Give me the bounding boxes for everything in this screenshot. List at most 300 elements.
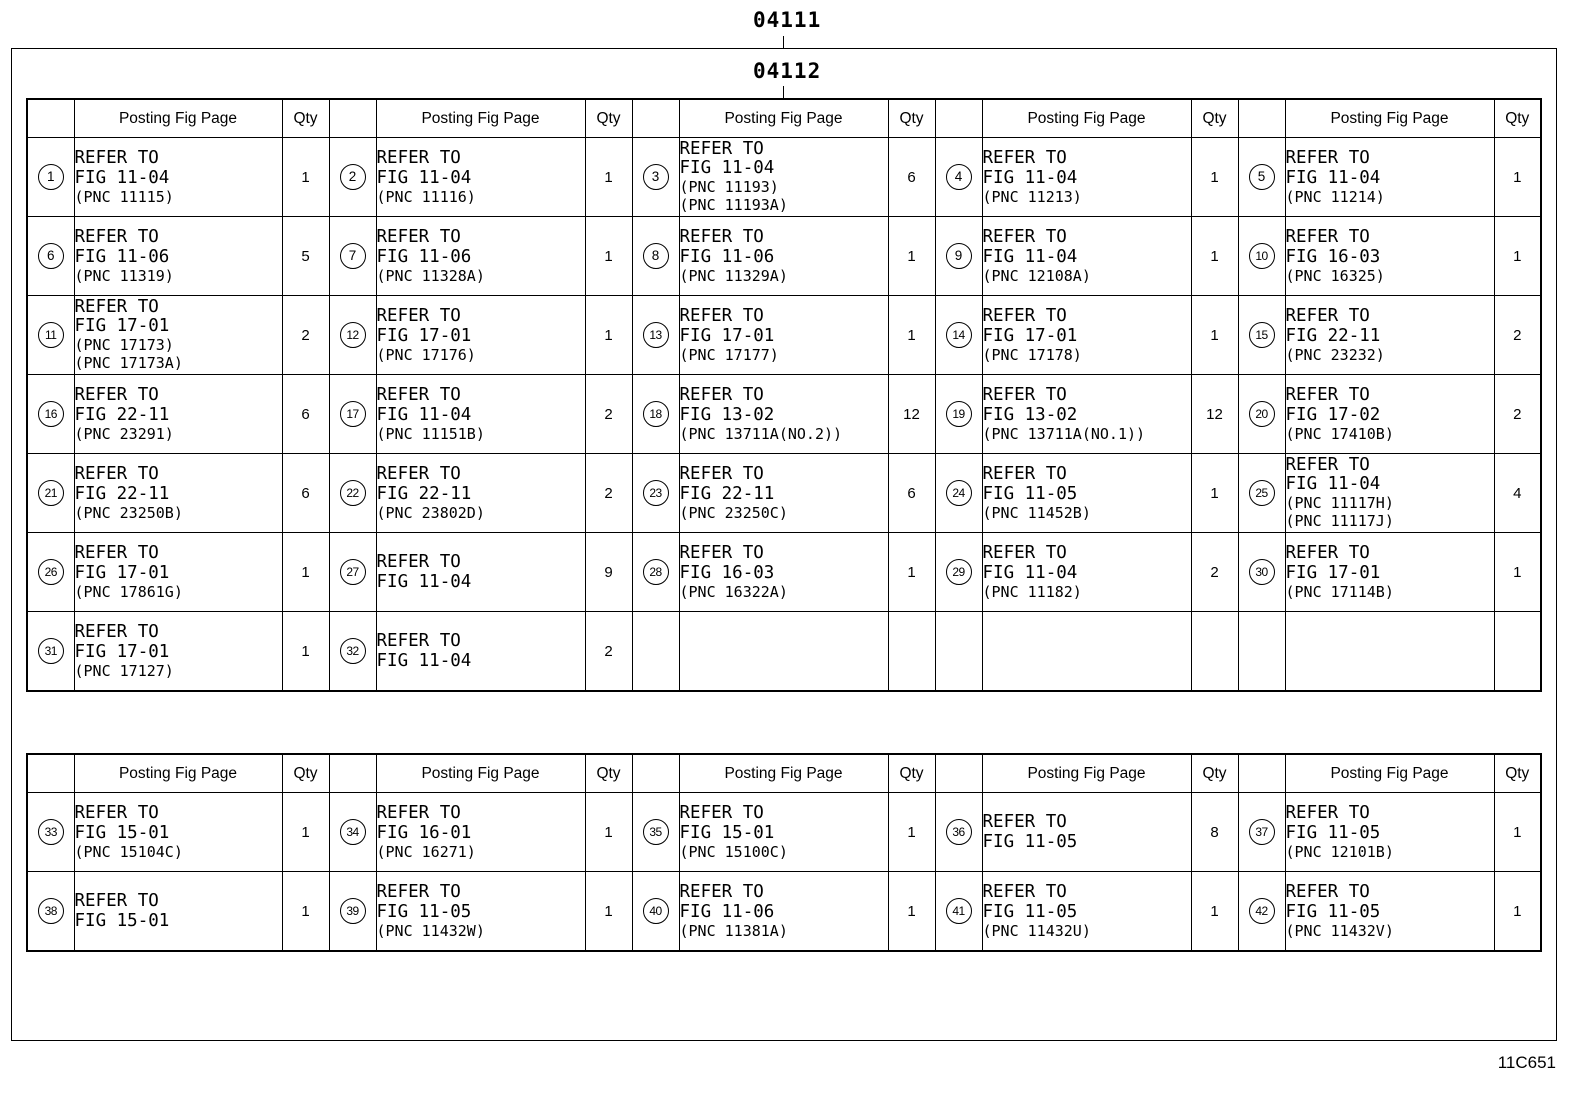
reference-cell (982, 793, 1191, 872)
callout-number-cell (1238, 454, 1285, 533)
callout-number: 17 (340, 401, 366, 427)
refer-to-text: REFER TO (982, 542, 1067, 563)
fig-reference: FIG 17-02 (1285, 404, 1381, 425)
header-number-blank (935, 99, 982, 138)
qty-cell (888, 375, 935, 454)
pnc-number: (PNC 11193A) (679, 196, 788, 214)
refer-to-text: REFER TO (376, 631, 461, 651)
refer-to-text: REFER TO (679, 463, 764, 484)
table-row (27, 454, 1541, 533)
callout-number: 8 (643, 243, 669, 269)
reference-cell (376, 296, 585, 375)
qty-cell (888, 793, 935, 872)
table-row (27, 138, 1541, 217)
qty-value: 6 (907, 484, 916, 502)
header-qty: Qty (282, 99, 329, 138)
qty-value: 2 (604, 642, 613, 660)
qty-value: 9 (604, 563, 613, 581)
fig-reference: FIG 17-01 (74, 641, 170, 662)
callout-number-cell (935, 872, 982, 952)
refer-to-text: REFER TO (982, 305, 1067, 326)
reference-cell (376, 375, 585, 454)
refer-to-text: REFER TO (74, 802, 159, 823)
reference-cell (74, 612, 282, 692)
callout-number: 23 (643, 480, 669, 506)
refer-to-text: REFER TO (74, 463, 159, 484)
callout-number-cell (1238, 872, 1285, 952)
fig-reference: FIG 11-04 (1285, 474, 1381, 494)
qty-value: 1 (907, 247, 916, 265)
qty-cell (888, 612, 935, 692)
callout-number: 39 (340, 898, 366, 924)
header-posting-fig-page: Posting Fig Page (679, 99, 888, 138)
reference-cell (1285, 296, 1494, 375)
reference-cell (1285, 533, 1494, 612)
refer-to-text: REFER TO (376, 802, 461, 823)
reference-cell (74, 138, 282, 217)
reference-cell (376, 533, 585, 612)
qty-cell (888, 296, 935, 375)
callout-number: 6 (38, 243, 64, 269)
refer-to-text: REFER TO (376, 463, 461, 484)
fig-reference: FIG 11-06 (679, 246, 775, 267)
pnc-number: (PNC 23232) (1285, 345, 1385, 364)
callout-number: 41 (946, 898, 972, 924)
header-qty: Qty (1494, 99, 1541, 138)
qty-cell (585, 872, 632, 952)
reference-cell (74, 454, 282, 533)
pnc-number: (PNC 17127) (74, 661, 174, 680)
header-posting-fig-page: Posting Fig Page (679, 754, 888, 793)
callout-number-cell (329, 138, 376, 217)
pnc-number: (PNC 11151B) (376, 424, 485, 443)
callout-number-cell (935, 612, 982, 692)
reference-cell (982, 612, 1191, 692)
callout-number-cell (27, 533, 74, 612)
refer-to-text: REFER TO (1285, 226, 1370, 247)
table-row (27, 296, 1541, 375)
table-row (27, 375, 1541, 454)
callout-number-cell (1238, 138, 1285, 217)
qty-value: 2 (1513, 326, 1522, 344)
reference-cell (376, 872, 585, 952)
reference-cell (679, 612, 888, 692)
qty-value: 2 (1210, 563, 1219, 581)
pnc-number: (PNC 11328A) (376, 266, 485, 285)
reference-cell (982, 375, 1191, 454)
outer-code-leader-line (783, 36, 784, 48)
reference-cell (1285, 138, 1494, 217)
qty-value: 8 (1210, 823, 1219, 841)
refer-to-text: REFER TO (74, 147, 159, 168)
fig-reference: FIG 17-01 (679, 325, 775, 346)
fig-reference: FIG 11-04 (376, 404, 472, 425)
pnc-number: (PNC 13711A(NO.2)) (679, 424, 843, 443)
reference-cell (74, 217, 282, 296)
header-number-blank (632, 99, 679, 138)
qty-cell (1191, 217, 1238, 296)
refer-to-text: REFER TO (1285, 384, 1370, 405)
header-number-blank (1238, 754, 1285, 793)
qty-value: 1 (604, 902, 613, 920)
callout-number: 42 (1249, 898, 1275, 924)
header-posting-fig-page: Posting Fig Page (74, 99, 282, 138)
qty-value: 4 (1513, 484, 1522, 502)
fig-reference: FIG 11-06 (74, 246, 170, 267)
pnc-number: (PNC 11115) (74, 187, 174, 206)
qty-value: 2 (1513, 405, 1522, 423)
callout-number: 10 (1249, 243, 1275, 269)
qty-value: 1 (1210, 247, 1219, 265)
fig-reference: FIG 11-04 (74, 167, 170, 188)
header-qty: Qty (888, 99, 935, 138)
pnc-number: (PNC 11452B) (982, 503, 1091, 522)
fig-reference: FIG 11-04 (982, 246, 1078, 267)
refer-to-text: REFER TO (74, 621, 159, 642)
fig-reference: FIG 22-11 (679, 483, 775, 504)
callout-number: 9 (946, 243, 972, 269)
qty-value: 5 (301, 247, 310, 265)
qty-cell (1494, 533, 1541, 612)
callout-number-cell (1238, 612, 1285, 692)
fig-reference: FIG 11-05 (1285, 822, 1381, 843)
qty-cell (888, 454, 935, 533)
qty-cell (1191, 533, 1238, 612)
refer-to-text: REFER TO (1285, 881, 1370, 902)
pnc-number: (PNC 23802D) (376, 503, 485, 522)
callout-number: 32 (340, 638, 366, 664)
callout-number-cell (632, 217, 679, 296)
callout-number-cell (935, 454, 982, 533)
fig-reference: FIG 11-04 (679, 158, 775, 178)
fig-reference: FIG 16-01 (376, 822, 472, 843)
pnc-number: (PNC 11182) (982, 582, 1082, 601)
qty-cell (585, 138, 632, 217)
qty-value: 2 (604, 405, 613, 423)
qty-value: 2 (604, 484, 613, 502)
qty-cell (1494, 793, 1541, 872)
callout-number-cell (1238, 533, 1285, 612)
fig-reference: FIG 11-04 (376, 651, 472, 671)
callout-number: 28 (643, 559, 669, 585)
reference-cell (679, 375, 888, 454)
pnc-number: (PNC 16325) (1285, 266, 1385, 285)
callout-number-cell (27, 454, 74, 533)
pnc-number: (PNC 17177) (679, 345, 779, 364)
fig-reference: FIG 17-01 (1285, 562, 1381, 583)
refer-to-text: REFER TO (982, 881, 1067, 902)
fig-reference: FIG 22-11 (1285, 325, 1381, 346)
callout-number-cell (27, 872, 74, 952)
callout-number-cell (632, 138, 679, 217)
reference-cell (982, 217, 1191, 296)
reference-cell (376, 217, 585, 296)
fig-reference: FIG 15-01 (74, 822, 170, 843)
callout-number: 5 (1249, 164, 1275, 190)
reference-cell (74, 793, 282, 872)
callout-number-cell (329, 454, 376, 533)
callout-number: 16 (38, 401, 64, 427)
refer-to-text: REFER TO (679, 802, 764, 823)
callout-number: 29 (946, 559, 972, 585)
qty-value: 12 (1206, 405, 1223, 423)
refer-to-text: REFER TO (74, 891, 159, 911)
qty-value: 1 (301, 168, 310, 186)
callout-number-cell (632, 872, 679, 952)
refer-to-text: REFER TO (1285, 542, 1370, 563)
callout-number-cell (27, 612, 74, 692)
table-row (27, 872, 1541, 952)
qty-value: 1 (1513, 823, 1522, 841)
qty-value: 1 (907, 823, 916, 841)
reference-cell (679, 217, 888, 296)
refer-to-text: REFER TO (679, 139, 764, 159)
qty-cell (282, 296, 329, 375)
reference-cell (1285, 612, 1494, 692)
header-posting-fig-page: Posting Fig Page (74, 754, 282, 793)
refer-to-text: REFER TO (74, 297, 159, 317)
header-qty: Qty (888, 754, 935, 793)
header-number-blank (329, 754, 376, 793)
fig-reference: FIG 22-11 (376, 483, 472, 504)
qty-value: 1 (604, 326, 613, 344)
header-qty: Qty (1191, 99, 1238, 138)
qty-cell (888, 872, 935, 952)
reference-cell (679, 872, 888, 952)
qty-cell (585, 296, 632, 375)
pnc-number: (PNC 12108A) (982, 266, 1091, 285)
pnc-number: (PNC 11193) (679, 178, 779, 196)
fig-reference: FIG 11-04 (982, 167, 1078, 188)
reference-cell (982, 533, 1191, 612)
callout-number-cell (329, 793, 376, 872)
qty-value: 12 (903, 405, 920, 423)
reference-cell (74, 375, 282, 454)
fig-reference: FIG 15-01 (679, 822, 775, 843)
pnc-number: (PNC 11213) (982, 187, 1082, 206)
header-number-blank (632, 754, 679, 793)
callout-number-cell (632, 533, 679, 612)
reference-cell (74, 296, 282, 375)
refer-to-text: REFER TO (376, 552, 461, 572)
fig-reference: FIG 11-05 (376, 901, 472, 922)
callout-number: 27 (340, 559, 366, 585)
header-number-blank (27, 99, 74, 138)
fig-reference: FIG 16-03 (1285, 246, 1381, 267)
callout-number-cell (329, 533, 376, 612)
qty-value: 1 (1210, 326, 1219, 344)
callout-number-cell (27, 217, 74, 296)
qty-value: 1 (1513, 902, 1522, 920)
callout-number-cell (935, 375, 982, 454)
qty-value: 6 (907, 168, 916, 186)
callout-number-cell (632, 612, 679, 692)
qty-value: 1 (301, 902, 310, 920)
refer-to-text: REFER TO (376, 226, 461, 247)
callout-number: 1 (38, 164, 64, 190)
callout-number-cell (632, 454, 679, 533)
callout-number-cell (27, 138, 74, 217)
refer-to-text: REFER TO (679, 305, 764, 326)
refer-to-text: REFER TO (376, 384, 461, 405)
callout-number: 15 (1249, 322, 1275, 348)
callout-number: 12 (340, 322, 366, 348)
refer-to-text: REFER TO (376, 147, 461, 168)
fig-reference: FIG 11-04 (376, 167, 472, 188)
callout-number: 22 (340, 480, 366, 506)
qty-cell (282, 217, 329, 296)
callout-number-cell (1238, 793, 1285, 872)
callout-number-cell (632, 375, 679, 454)
inner-code-leader-line (783, 86, 784, 98)
qty-value: 1 (1513, 247, 1522, 265)
qty-cell (888, 138, 935, 217)
fig-reference: FIG 11-06 (376, 246, 472, 267)
fig-reference: FIG 11-05 (982, 832, 1078, 852)
callout-number: 13 (643, 322, 669, 348)
pnc-number: (PNC 17173) (74, 336, 174, 354)
reference-cell (74, 872, 282, 952)
pnc-number: (PNC 11117J) (1285, 512, 1394, 530)
qty-cell (1191, 793, 1238, 872)
callout-number: 35 (643, 819, 669, 845)
reference-cell (376, 793, 585, 872)
callout-number-cell (329, 217, 376, 296)
reference-cell (679, 454, 888, 533)
pnc-number: (PNC 16271) (376, 842, 476, 861)
qty-cell (282, 375, 329, 454)
refer-to-text: REFER TO (982, 226, 1067, 247)
refer-to-text: REFER TO (1285, 147, 1370, 168)
qty-value: 1 (604, 823, 613, 841)
table-row (27, 533, 1541, 612)
fig-reference: FIG 11-05 (982, 483, 1078, 504)
parts-reference-table-1 (26, 98, 1542, 692)
fig-reference: FIG 11-04 (1285, 167, 1381, 188)
pnc-number: (PNC 23250C) (679, 503, 788, 522)
qty-cell (1494, 612, 1541, 692)
qty-cell (1494, 872, 1541, 952)
header-qty: Qty (585, 754, 632, 793)
qty-value: 1 (907, 563, 916, 581)
qty-value: 1 (1210, 168, 1219, 186)
qty-value: 1 (604, 247, 613, 265)
reference-cell (74, 533, 282, 612)
refer-to-text: REFER TO (982, 463, 1067, 484)
fig-reference: FIG 15-01 (74, 911, 170, 931)
table-row (27, 217, 1541, 296)
pnc-number: (PNC 17176) (376, 345, 476, 364)
callout-number-cell (935, 296, 982, 375)
callout-number: 37 (1249, 819, 1275, 845)
refer-to-text: REFER TO (376, 881, 461, 902)
qty-value: 1 (301, 563, 310, 581)
reference-cell (679, 533, 888, 612)
qty-cell (282, 454, 329, 533)
table-header-row (27, 99, 1541, 138)
qty-cell (282, 612, 329, 692)
reference-cell (679, 138, 888, 217)
callout-number: 19 (946, 401, 972, 427)
callout-number-cell (935, 533, 982, 612)
callout-number: 30 (1249, 559, 1275, 585)
refer-to-text: REFER TO (74, 226, 159, 247)
fig-reference: FIG 17-01 (74, 316, 170, 336)
callout-number-cell (632, 296, 679, 375)
qty-value: 1 (1210, 484, 1219, 502)
pnc-number: (PNC 16322A) (679, 582, 788, 601)
qty-value: 1 (1513, 168, 1522, 186)
qty-cell (1494, 375, 1541, 454)
callout-number: 25 (1249, 480, 1275, 506)
header-qty: Qty (1191, 754, 1238, 793)
callout-number: 4 (946, 164, 972, 190)
callout-number-cell (329, 296, 376, 375)
callout-number-cell (935, 138, 982, 217)
pnc-number: (PNC 17173A) (74, 354, 183, 372)
qty-value: 6 (301, 484, 310, 502)
header-posting-fig-page: Posting Fig Page (376, 99, 585, 138)
header-posting-fig-page: Posting Fig Page (376, 754, 585, 793)
callout-number: 38 (38, 898, 64, 924)
callout-number-cell (1238, 375, 1285, 454)
reference-cell (679, 296, 888, 375)
qty-cell (282, 793, 329, 872)
header-number-blank (935, 754, 982, 793)
reference-cell (1285, 375, 1494, 454)
pnc-number: (PNC 11116) (376, 187, 476, 206)
pnc-number: (PNC 11432W) (376, 921, 485, 940)
refer-to-text: REFER TO (679, 542, 764, 563)
pnc-number: (PNC 11214) (1285, 187, 1385, 206)
pnc-number: (PNC 17114B) (1285, 582, 1394, 601)
fig-reference: FIG 11-04 (982, 562, 1078, 583)
header-qty: Qty (282, 754, 329, 793)
callout-number: 34 (340, 819, 366, 845)
reference-cell (1285, 217, 1494, 296)
qty-value: 2 (301, 326, 310, 344)
reference-cell (1285, 872, 1494, 952)
qty-cell (585, 793, 632, 872)
outer-assembly-code: 04111 (753, 8, 822, 32)
header-number-blank (1238, 99, 1285, 138)
reference-cell (376, 138, 585, 217)
callout-number: 3 (643, 164, 669, 190)
pnc-number: (PNC 11117H) (1285, 494, 1394, 512)
qty-value: 1 (907, 326, 916, 344)
qty-cell (1494, 217, 1541, 296)
qty-cell (282, 872, 329, 952)
qty-cell (1494, 138, 1541, 217)
callout-number: 26 (38, 559, 64, 585)
refer-to-text: REFER TO (982, 812, 1067, 832)
header-posting-fig-page: Posting Fig Page (1285, 99, 1494, 138)
header-qty: Qty (585, 99, 632, 138)
refer-to-text: REFER TO (74, 384, 159, 405)
callout-number: 14 (946, 322, 972, 348)
fig-reference: FIG 13-02 (982, 404, 1078, 425)
qty-value: 1 (907, 902, 916, 920)
callout-number-cell (1238, 217, 1285, 296)
pnc-number: (PNC 13711A(NO.1)) (982, 424, 1146, 443)
pnc-number: (PNC 17861G) (74, 582, 183, 601)
qty-cell (585, 612, 632, 692)
pnc-number: (PNC 11432U) (982, 921, 1091, 940)
callout-number: 40 (643, 898, 669, 924)
callout-number-cell (27, 793, 74, 872)
qty-value: 1 (301, 823, 310, 841)
qty-cell (1494, 296, 1541, 375)
